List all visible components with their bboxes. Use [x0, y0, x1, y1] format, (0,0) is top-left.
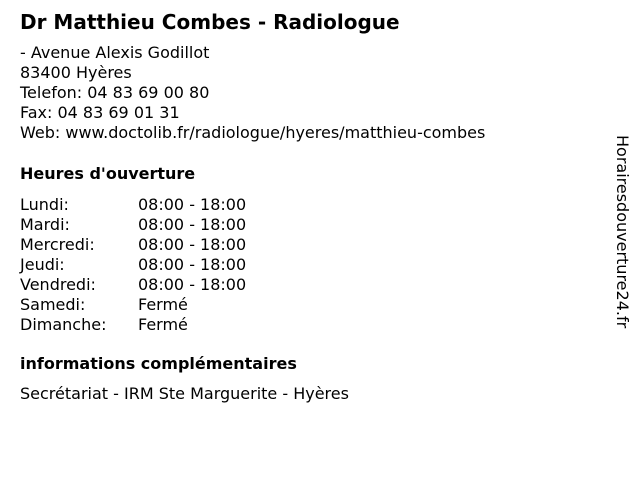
- street-address: - Avenue Alexis Godillot: [20, 43, 210, 62]
- additional-info-text: Secrétariat - IRM Ste Marguerite - Hyères: [20, 384, 349, 403]
- site-watermark: [612, 135, 632, 370]
- city-postcode: 83400 Hyères: [20, 63, 132, 82]
- phone-number: Telefon: 04 83 69 00 80: [20, 83, 210, 102]
- opening-hours-heading: Heures d'ouverture: [20, 164, 196, 183]
- hours-value: 08:00 - 18:00: [138, 255, 247, 274]
- hours-value: Fermé: [138, 295, 188, 314]
- additional-info-heading: informations complémentaires: [20, 354, 297, 373]
- page-title: Dr Matthieu Combes - Radiologue: [20, 10, 400, 34]
- hours-value: 08:00 - 18:00: [138, 275, 247, 294]
- day-label: Dimanche:: [20, 315, 107, 334]
- day-label: Samedi:: [20, 295, 86, 314]
- address-block: [20, 43, 485, 143]
- watermark-text: Horairesdouverture24.fr: [613, 135, 632, 329]
- hours-value: Fermé: [138, 315, 188, 334]
- hours-value: 08:00 - 18:00: [138, 215, 247, 234]
- fax-number: Fax: 04 83 69 01 31: [20, 103, 180, 122]
- day-label: Vendredi:: [20, 275, 96, 294]
- day-label: Mercredi:: [20, 235, 95, 254]
- day-label: Jeudi:: [20, 255, 65, 274]
- website-link: Web: www.doctolib.fr/radiologue/hyeres/matthieu-combes: [20, 123, 486, 142]
- day-label: Lundi:: [20, 195, 69, 214]
- day-label: Mardi:: [20, 215, 70, 234]
- hours-value: 08:00 - 18:00: [138, 235, 247, 254]
- hours-value: 08:00 - 18:00: [138, 195, 247, 214]
